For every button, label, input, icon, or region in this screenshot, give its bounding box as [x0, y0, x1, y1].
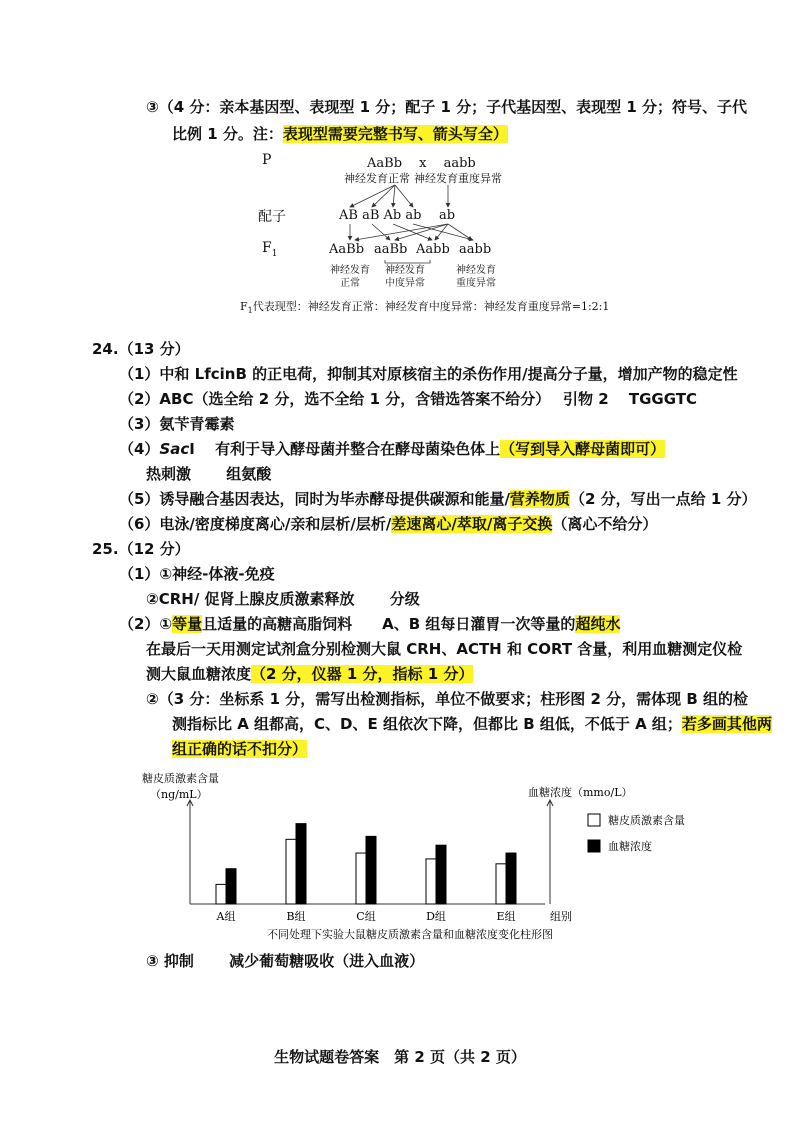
bar-blood-glucose-3 — [366, 836, 376, 904]
q25-line2c: 测大鼠血糖浓度（2 分，仪器 1 分，指标 1 分） — [146, 665, 474, 683]
q24-line6: （6）电泳/密度梯度离心/亲和层析/层析/差速离心/萃取/离子交换（离心不给分） — [119, 515, 658, 533]
p-label: P — [262, 152, 272, 168]
q25-line3c — [172, 738, 307, 760]
bar-blood-glucose-2 — [296, 824, 306, 904]
bar-glucocorticoid-3 — [356, 853, 366, 904]
q24-line3: （3）氨苄青霉素 — [119, 415, 235, 433]
q25-line3b-highlight: 若多画其他两 — [681, 715, 772, 733]
q25-highlight-water: 超纯水 — [575, 615, 621, 633]
bar-blood-glucose-1 — [226, 869, 236, 904]
q25-line1b: ②CRH/ 促肾上腺皮质激素释放 分级 — [146, 590, 420, 608]
category-label: B组 — [286, 910, 306, 923]
q24-line5-highlight: 营养物质 — [509, 490, 570, 508]
q24-line6-highlight: 差速离心/萃取/离子交换 — [391, 515, 553, 533]
p-phenotype-1: 神经发育正常 — [344, 172, 410, 185]
q25-title: 25.（12 分） — [92, 540, 190, 558]
cross-arrows — [250, 180, 530, 270]
legend-swatch — [588, 814, 600, 826]
category-label: A组 — [216, 910, 236, 923]
q24-line4-highlight: （写到导入酵母菌即可） — [500, 440, 666, 458]
q23-item3-highlight: 表现型需要完整书写、箭头写全） — [282, 125, 508, 143]
q25-line2c-highlight: （2 分，仪器 1 分，指标 1 分） — [251, 665, 474, 683]
gamete-label: 配子 — [258, 209, 286, 225]
bar-blood-glucose-4 — [436, 845, 446, 904]
f1-phenotype-moderate: 神经发育 中度异常 — [385, 265, 425, 289]
category-label: C组 — [356, 910, 376, 923]
q24-title: 24.（13 分） — [92, 340, 190, 358]
bar-glucocorticoid-5 — [496, 864, 506, 904]
q24-line4b: 热刺激 组氨酸 — [146, 465, 272, 483]
f1-phenotype-severe: 神经发育 重度异常 — [456, 265, 496, 289]
q24-line1: （1）中和 LfcinB 的正电荷，抑制其对原核宿主的杀伤作用/提高分子量，增加产物的稳定性 — [119, 365, 738, 383]
chart-title: 不同处理下实验大鼠糖皮质激素含量和血糖浓度变化柱形图 — [267, 928, 553, 941]
gametes-left: AB aB Ab ab — [339, 208, 422, 223]
f1-phenotype-normal: 神经发育 正常 — [330, 265, 370, 289]
q25-line3c-highlight: 组正确的话不扣分） — [172, 740, 308, 758]
bar-glucocorticoid-2 — [286, 839, 296, 904]
legend-label: 糖皮质激素含量 — [608, 814, 685, 827]
q23-item3-line2 — [172, 123, 508, 145]
q25-line1: （1）①神经-体液-免疫 — [119, 565, 275, 583]
q24-line2: （2）ABC（选全给 2 分，选不全给 1 分，含错选答案不给分） 引物 2 TGGGTC — [119, 390, 698, 408]
q25-line2b: 在最后一天用测定试剂盒分别检测大鼠 CRH、ACTH 和 CORT 含量，利用血糖测定仪检 — [146, 640, 743, 658]
legend-label: 血糖浓度 — [608, 840, 652, 853]
y-right-label: 血糖浓度（mmo/L） — [528, 786, 633, 799]
f1-genotype-1: AaBb — [329, 242, 365, 257]
category-label: E组 — [496, 910, 516, 923]
f1-genotype-2: aaBb — [374, 242, 408, 257]
y-left-label: 糖皮质激素含量 — [142, 772, 219, 785]
q23-item3-text: 比例 1 分。注： — [172, 125, 283, 143]
bar-blood-glucose-5 — [506, 853, 516, 904]
q24-line5: （5）诱导融合基因表达，同时为毕赤酵母提供碳源和能量/营养物质（2 分，写出一点给 1 分） — [119, 490, 757, 508]
category-label: D组 — [426, 910, 446, 923]
x-axis-label: 组别 — [550, 910, 572, 923]
legend-swatch — [588, 840, 600, 852]
y-left-unit: （ng/mL） — [150, 788, 208, 801]
q23-item3-line1: ③（4 分：亲本基因型、表现型 1 分；配子 1 分；子代基因型、表现型 1 分；符号、子代 — [146, 98, 748, 116]
f1-genotype-3: Aabb — [416, 242, 450, 257]
q25-line3a: ②（3 分：坐标系 1 分，需写出检测指标，单位不做要求；柱形图 2 分，需体现 B 组的检 — [146, 690, 749, 708]
q24-line4: （4）SacⅠ 有利于导入酵母菌并整合在酵母菌染色体上（写到导入酵母菌即可） — [119, 440, 666, 458]
f1-genotype-4: aabb — [459, 242, 492, 257]
f1-ratio-text: $F_1$代表现型：神经发育正常：神经发育中度异常：神经发育重度异常=1:2:1 — [240, 300, 610, 316]
f1-label: $F_1$ — [262, 240, 278, 259]
q25-line4: ③ 抑制 减少葡萄糖吸收（进入血液） — [146, 952, 425, 970]
gamete-right: ab — [439, 208, 456, 223]
q25-line2: （2）①等量且适量的高糖高脂饲料 A、B 组每日灌胃一次等量的超纯水 — [119, 615, 621, 633]
bar-chart — [130, 770, 690, 950]
q25-highlight-equal: 等量 — [172, 615, 203, 633]
page-footer: 生物试题卷答案 第 2 页（共 2 页） — [274, 1048, 526, 1066]
p-phenotype-2: 神经发育重度异常 — [414, 172, 502, 185]
q25-line3b: 测指标比 A 组都高，C、D、E 组依次下降，但都比 B 组低，不低于 A 组；若多画其他两 — [172, 715, 772, 733]
bar-glucocorticoid-4 — [426, 859, 436, 904]
p-genotypes: AaBb x aabb — [367, 156, 476, 171]
bar-glucocorticoid-1 — [216, 884, 226, 904]
